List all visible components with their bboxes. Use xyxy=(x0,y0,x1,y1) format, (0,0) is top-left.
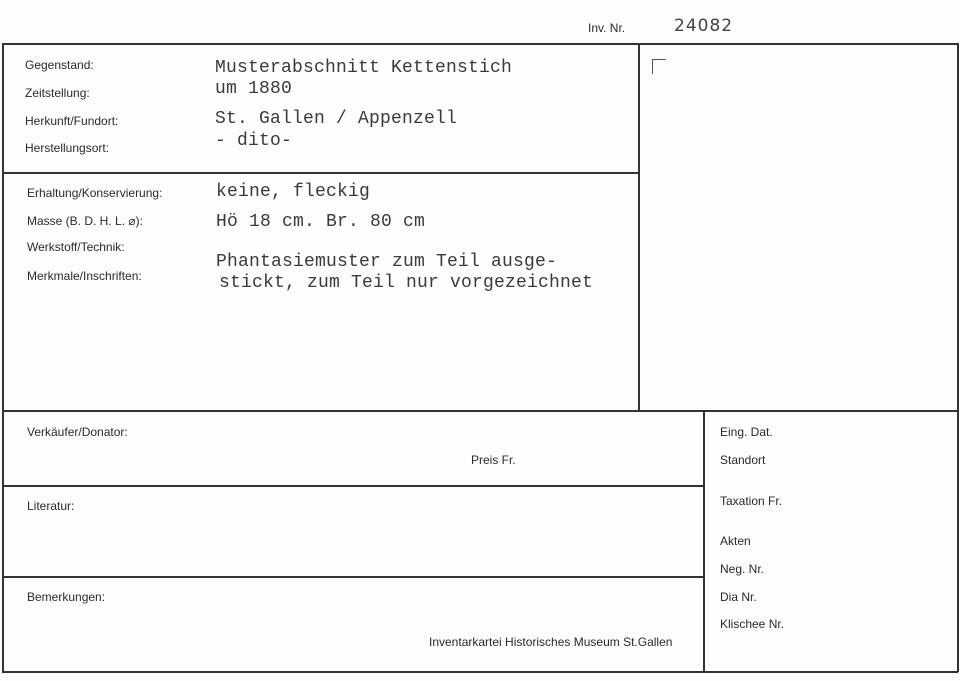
right-column-divider xyxy=(703,410,705,672)
dia-nr-label: Dia Nr. xyxy=(720,590,757,604)
akten-label: Akten xyxy=(720,534,751,548)
herkunft-label: Herkunft/Fundort: xyxy=(25,114,119,128)
merkmale-label: Merkmale/Inschriften: xyxy=(27,269,142,283)
eing-dat-label: Eing. Dat. xyxy=(720,425,773,439)
section1-divider xyxy=(2,172,639,174)
right-border xyxy=(957,43,959,672)
herkunft-value: St. Gallen / Appenzell xyxy=(215,109,458,129)
zeitstellung-value: um 1880 xyxy=(215,79,293,99)
masse-label: Masse (B. D. H. L. ⌀): xyxy=(27,214,143,228)
erhaltung-value: keine, fleckig xyxy=(216,182,371,202)
literatur-divider xyxy=(2,485,704,487)
bemerkungen-label: Bemerkungen: xyxy=(27,590,106,604)
erhaltung-label: Erhaltung/Konservierung: xyxy=(27,186,163,200)
footer-text: Inventarkartei Historisches Museum St.Gallen xyxy=(429,635,673,649)
top-border xyxy=(2,43,958,45)
standort-label: Standort xyxy=(720,453,766,467)
bottom-border xyxy=(2,671,958,673)
neg-nr-label: Neg. Nr. xyxy=(720,562,765,576)
inv-number: 24082 xyxy=(674,16,734,36)
inv-nr-label: Inv. Nr. xyxy=(588,21,626,35)
herstellungsort-label: Herstellungsort: xyxy=(25,141,110,155)
herstellungsort-value: - dito- xyxy=(215,131,293,151)
bemerkungen-divider xyxy=(2,576,704,578)
preis-label: Preis Fr. xyxy=(471,453,516,467)
verkaeufer-label: Verkäufer/Donator: xyxy=(27,425,128,439)
klischee-nr-label: Klischee Nr. xyxy=(720,617,785,631)
masse-value: Hö 18 cm. Br. 80 cm xyxy=(216,212,426,232)
gegenstand-label: Gegenstand: xyxy=(25,58,94,72)
zeitstellung-label: Zeitstellung: xyxy=(25,86,90,100)
taxation-label: Taxation Fr. xyxy=(720,494,783,508)
werkstoff-label: Werkstoff/Technik: xyxy=(27,240,125,254)
gegenstand-value: Musterabschnitt Kettenstich xyxy=(215,58,513,78)
literatur-label: Literatur: xyxy=(27,499,75,513)
photo-corner-mark xyxy=(652,59,666,74)
merkmale-value-line2: stickt, zum Teil nur vorgezeichnet xyxy=(219,273,594,293)
section2-divider xyxy=(2,410,958,412)
merkmale-value-line1: Phantasiemuster zum Teil ausge- xyxy=(216,252,558,272)
middle-vertical-divider xyxy=(638,43,640,412)
